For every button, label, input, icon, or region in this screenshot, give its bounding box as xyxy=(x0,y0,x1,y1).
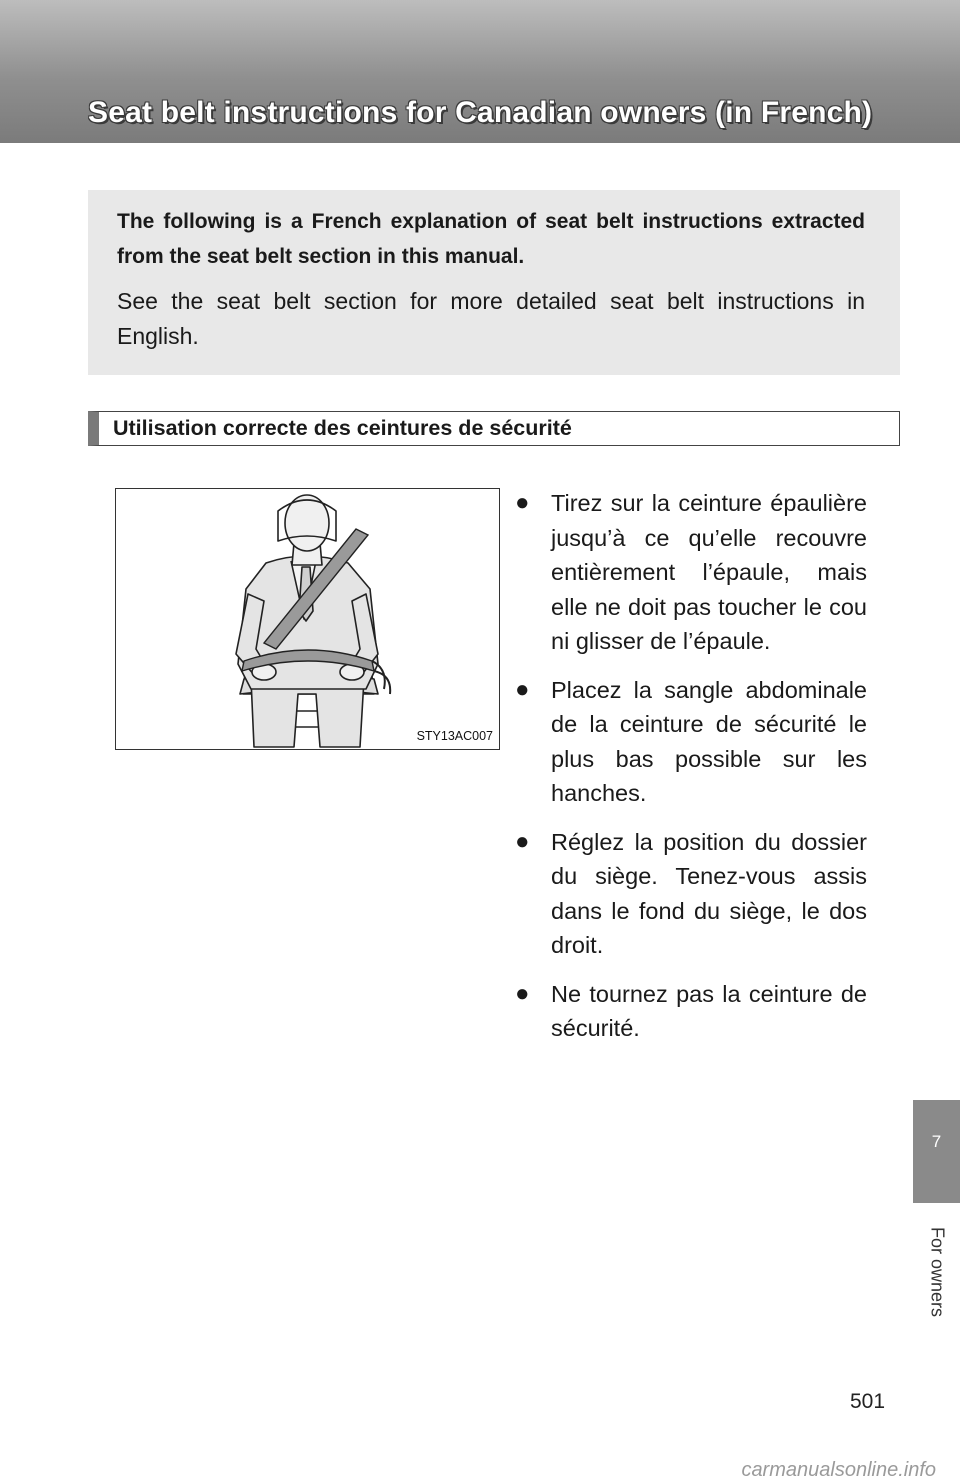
bullet-icon: ● xyxy=(515,979,530,1007)
watermark: carmanualsonline.info xyxy=(741,1459,936,1481)
header-band xyxy=(0,0,960,143)
chapter-number: 7 xyxy=(931,1132,942,1151)
bullet-text: Ne tournez pas la ceinture de sécurité. xyxy=(551,980,867,1041)
bullet-text: Tirez sur la ceinture épaulière jusqu’à ce qu’elle recouvre entièrement l’épaule, mais elle ne doit pas toucher le cou ni glisser de l’épaule. xyxy=(551,490,867,654)
intro-bold-text: The following is a French explanation of seat belt instructions extracted from the seat belt section in this manual. xyxy=(117,210,865,268)
list-item xyxy=(515,977,867,1046)
bullet-text: Réglez la position du dossier du siège. Tenez-vous assis dans le fond du siège, le dos droit. xyxy=(551,828,867,958)
bullet-icon: ● xyxy=(515,675,530,703)
intro-normal-text: See the seat belt section for more detailed seat belt instructions in English. xyxy=(117,288,865,349)
figure-code: STY13AC007 xyxy=(416,729,493,743)
seat-belt-illustration xyxy=(115,488,500,750)
instruction-list xyxy=(515,486,867,1060)
chapter-tab[interactable] xyxy=(913,1100,960,1203)
bullet-icon: ● xyxy=(515,489,530,516)
bullet-text: Placez la sangle abdominale de la ceinture de sécurité le plus bas possible sur les hanches. xyxy=(551,676,867,806)
bullet-icon: ● xyxy=(515,827,530,855)
page-number: 501 xyxy=(850,1390,886,1413)
section-heading xyxy=(88,411,900,446)
section-heading-label: Utilisation correcte des ceintures de sécurité xyxy=(113,416,572,440)
intro-box xyxy=(88,190,900,375)
list-item xyxy=(515,825,867,963)
chapter-label xyxy=(913,1212,960,1332)
list-item xyxy=(515,673,867,811)
chapter-label-text: For owners xyxy=(927,1226,947,1318)
seated-person-with-seatbelt-drawing xyxy=(116,489,500,750)
page-title: Seat belt instructions for Canadian owners (in French) xyxy=(88,96,873,129)
list-item xyxy=(515,486,867,659)
